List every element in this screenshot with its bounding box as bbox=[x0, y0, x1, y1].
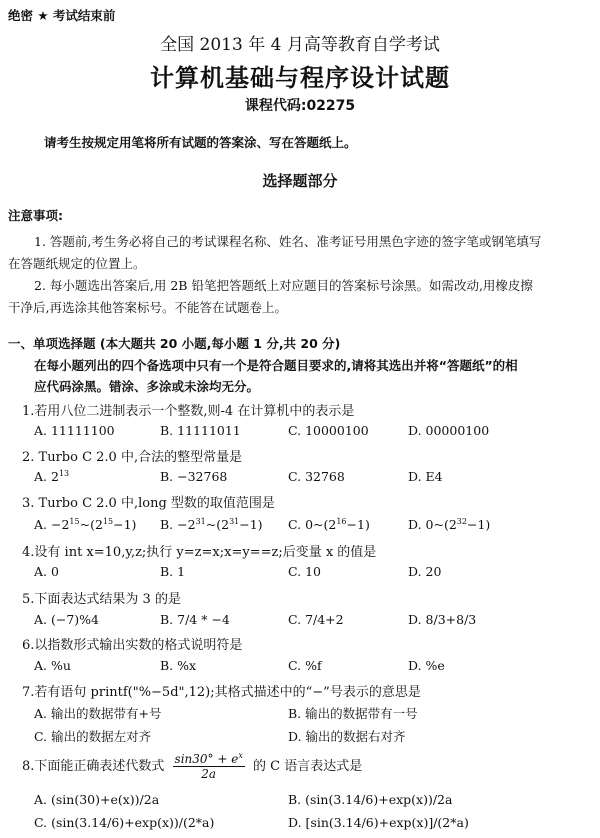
q6-option-c: C. %f bbox=[288, 658, 322, 673]
q8-fraction-denominator: 2a bbox=[201, 767, 217, 781]
part1-desc-line-1: 在每小题列出的四个备选项中只有一个是符合题目要求的,请将其选出并将“答题纸”的相 bbox=[34, 358, 518, 373]
q5-stem: 5.下面表达式结果为 3 的是 bbox=[22, 592, 181, 607]
q4-option-d: D. 20 bbox=[408, 564, 442, 579]
q8-option-d: D. [sin(3.14/6)+exp(x)]/(2*a) bbox=[288, 815, 469, 830]
q3-a-exp: 15 bbox=[102, 516, 114, 526]
q8-fraction-numerator bbox=[173, 752, 245, 767]
q4-stem: 4.设有 int x=10,y,z;执行 y=z=x;x=y==z;后变量 x 的值是 bbox=[22, 545, 377, 560]
q1-option-b: B. 11111011 bbox=[160, 423, 241, 438]
q2-stem: 2. Turbo C 2.0 中,合法的整型常量是 bbox=[22, 450, 243, 465]
q7-stem: 7.若有语句 printf("%−5d",12);其格式描述中的“−”号表示的意思是 bbox=[22, 685, 421, 700]
q5-option-c: C. 7/4+2 bbox=[288, 612, 344, 627]
q2-option-c: C. 32768 bbox=[288, 469, 345, 484]
q1-stem: 1.若用八位二进制表示一个整数,则-4 在计算机中的表示是 bbox=[22, 404, 355, 419]
q1-option-c: C. 10000100 bbox=[288, 423, 369, 438]
q3-option-d bbox=[408, 517, 490, 532]
q8-option-c: C. (sin(3.14/6)+exp(x))/(2*a) bbox=[34, 815, 215, 830]
q3-b-part: B. −2 bbox=[160, 517, 196, 532]
note-1-line-1: 1. 答题前,考生务必将自己的考试课程名称、姓名、准考证号用黑色字迹的签字笔或钢笔填写 bbox=[34, 234, 542, 249]
q4-option-b: B. 1 bbox=[160, 564, 186, 579]
q5-option-b: B. 7/4 * −4 bbox=[160, 612, 230, 627]
q2-option-d: D. E4 bbox=[408, 469, 443, 484]
q7-option-d: D. 输出的数据右对齐 bbox=[288, 729, 406, 744]
q3-a-exp: 15 bbox=[69, 516, 80, 526]
q3-b-exp: 31 bbox=[229, 516, 240, 526]
q3-c-exp: 16 bbox=[336, 516, 347, 526]
q3-b-exp: 31 bbox=[195, 516, 206, 526]
q6-option-a: A. %u bbox=[34, 658, 71, 673]
q5-option-d: D. 8/3+8/3 bbox=[408, 612, 477, 627]
q8-fraction bbox=[173, 752, 245, 781]
q3-d-exp: 32 bbox=[456, 516, 467, 526]
q5-option-a: A. (−7)%4 bbox=[34, 612, 99, 627]
instruction: 请考生按规定用笔将所有试题的答案涂、写在答题纸上。 bbox=[44, 135, 357, 150]
course-code: 课程代码:02275 bbox=[244, 98, 356, 114]
q2-option-a bbox=[34, 469, 69, 484]
section-title: 选择题部分 bbox=[262, 172, 338, 190]
secret-label: 绝密 ★ 考试结束前 bbox=[8, 8, 116, 23]
q3-c-part: C. 0~(2 bbox=[288, 517, 337, 532]
q2-a-base: A. 2 bbox=[34, 469, 59, 484]
q3-option-a bbox=[34, 517, 136, 532]
q3-stem: 3. Turbo C 2.0 中,long 型数的取值范围是 bbox=[22, 496, 275, 511]
q7-option-a: A. 输出的数据带有+号 bbox=[34, 706, 162, 721]
q8-stem-post: 的 C 语言表达式是 bbox=[252, 759, 363, 774]
q3-d-part: D. 0~(2 bbox=[408, 517, 457, 532]
q8-numerator-text: sin30° + e bbox=[174, 752, 239, 766]
exam-line: 全国 2013 年 4 月高等教育自学考试 bbox=[160, 35, 440, 55]
q2-option-b: B. −32768 bbox=[160, 469, 228, 484]
q3-d-part: −1) bbox=[466, 517, 491, 532]
q8-option-a: A. (sin(30)+e(x))/2a bbox=[34, 792, 160, 807]
q6-stem: 6.以指数形式输出实数的格式说明符是 bbox=[22, 638, 243, 653]
q3-c-part: −1) bbox=[346, 517, 370, 532]
q3-option-c bbox=[288, 517, 370, 532]
q3-option-b bbox=[160, 517, 263, 532]
part1-heading: 一、单项选择题 (本大题共 20 小题,每小题 1 分,共 20 分) bbox=[8, 336, 341, 351]
q2-a-exponent: 13 bbox=[58, 468, 70, 478]
q3-a-part: A. −2 bbox=[34, 517, 70, 532]
q7-option-b: B. 输出的数据带有一号 bbox=[288, 706, 418, 721]
q3-b-part: −1) bbox=[239, 517, 263, 532]
q4-option-a: A. 0 bbox=[34, 564, 59, 579]
notes-title: 注意事项: bbox=[8, 208, 63, 223]
q8-stem bbox=[22, 752, 362, 781]
q3-a-part: ~(2 bbox=[79, 517, 103, 532]
q1-option-d: D. 00000100 bbox=[408, 423, 490, 438]
q3-a-part: −1) bbox=[113, 517, 137, 532]
note-2-line-2: 干净后,再选涂其他答案标号。不能答在试题卷上。 bbox=[8, 300, 287, 315]
note-2-line-1: 2. 每小题选出答案后,用 2B 铅笔把答题纸上对应题目的答案标号涂黑。如需改动,用橡皮擦 bbox=[34, 278, 533, 293]
q3-b-part: ~(2 bbox=[205, 517, 230, 532]
q8-option-b: B. (sin(3.14/6)+exp(x))/2a bbox=[288, 792, 453, 807]
q7-option-c: C. 输出的数据左对齐 bbox=[34, 729, 152, 744]
page-title: 计算机基础与程序设计试题 bbox=[150, 64, 450, 92]
q1-option-a: A. 11111100 bbox=[34, 423, 115, 438]
part1-desc-line-2: 应代码涂黑。错涂、多涂或未涂均无分。 bbox=[34, 379, 260, 394]
q8-stem-pre: 8.下面能正确表述代数式 bbox=[22, 759, 165, 774]
q6-option-b: B. %x bbox=[160, 658, 197, 673]
q6-option-d: D. %e bbox=[408, 658, 445, 673]
q4-option-c: C. 10 bbox=[288, 564, 321, 579]
note-1-line-2: 在答题纸规定的位置上。 bbox=[8, 256, 146, 271]
q8-numerator-sup: x bbox=[238, 751, 243, 760]
